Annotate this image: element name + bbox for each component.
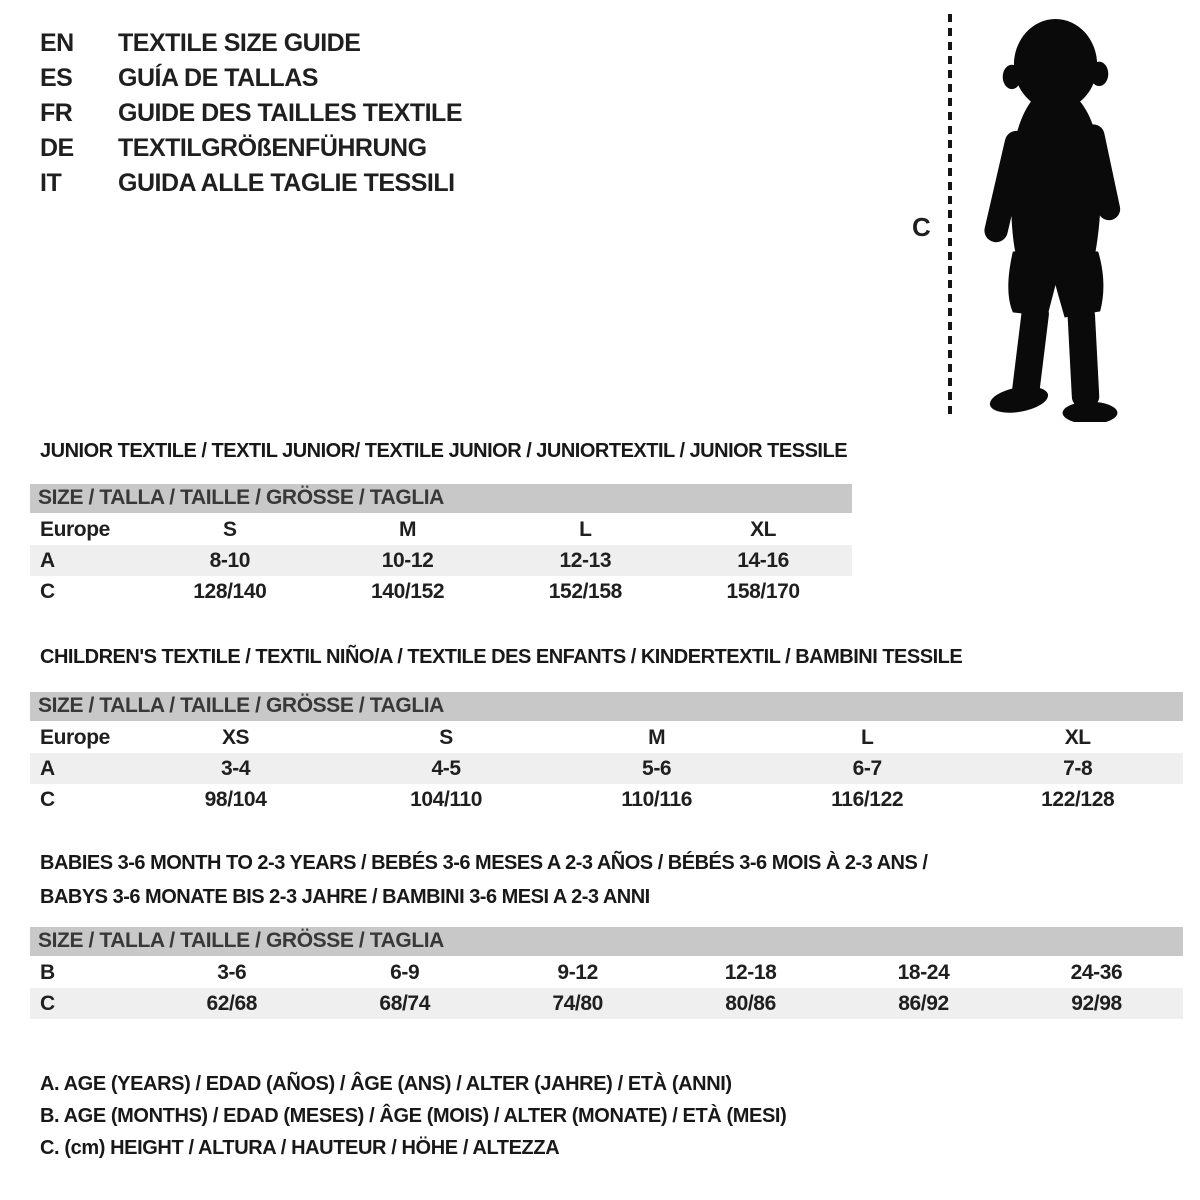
size-value: XL: [1064, 726, 1091, 750]
size-value: S: [223, 518, 237, 542]
size-value: 6-7: [762, 753, 973, 784]
size-value: 128/140: [193, 579, 267, 603]
row-label: C: [40, 579, 55, 603]
size-value: 104/110: [410, 787, 483, 811]
language-code: EN: [40, 29, 74, 57]
size-value: L: [579, 518, 592, 542]
language-row-fr: [40, 96, 462, 131]
table-row: [30, 576, 852, 607]
size-value: 18-24: [897, 961, 950, 985]
size-value: XS: [221, 726, 250, 750]
legend-age-years: A. AGE (YEARS) / EDAD (AÑOS) / ÂGE (ANS) / ALTER (JAHRE) / ETÀ (ANNI): [40, 1073, 732, 1095]
size-value: 6-9: [390, 961, 420, 985]
size-value: M: [648, 726, 666, 750]
table-row: [30, 514, 852, 545]
language-title: GUIDA ALLE TAGLIE TESSILI: [118, 169, 455, 197]
language-title: TEXTILE SIZE GUIDE: [118, 29, 361, 57]
language-title: TEXTILGRÖßENFÜHRUNG: [118, 134, 427, 162]
size-table-header: SIZE / TALLA / TAILLE / GRÖSSE / TAGLIA: [30, 484, 852, 514]
size-value: S: [439, 726, 453, 750]
children-size-table: [30, 692, 1183, 815]
language-list: [40, 26, 462, 201]
language-title: GUIDE DES TAILLES TEXTILE: [118, 99, 463, 127]
babies-size-table: [30, 927, 1183, 1019]
size-value: M: [399, 518, 417, 542]
language-code: IT: [40, 169, 62, 197]
size-value: 122/128: [1041, 787, 1115, 811]
size-value: 12-13: [496, 545, 674, 576]
size-value: 68/74: [318, 988, 491, 1019]
legend: [40, 1068, 786, 1164]
child-silhouette-icon: [966, 16, 1144, 422]
junior-section-title: JUNIOR TEXTILE / TEXTIL JUNIOR/ TEXTILE JUNIOR / JUNIORTEXTIL / JUNIOR TESSILE: [40, 440, 848, 462]
size-value: 12-18: [724, 961, 777, 985]
row-label: A: [30, 545, 141, 576]
children-section-title: CHILDREN'S TEXTILE / TEXTIL NIÑO/A / TEXTILE DES ENFANTS / KINDERTEXTIL / BAMBINI TESSILE: [40, 646, 963, 668]
table-row: [30, 722, 1183, 753]
language-code: FR: [40, 99, 73, 127]
size-value: 86/92: [837, 988, 1010, 1019]
language-code: DE: [40, 134, 74, 162]
language-title: GUÍA DE TALLAS: [118, 64, 318, 92]
size-value: 110/116: [621, 787, 693, 811]
size-value: 5-6: [551, 753, 762, 784]
size-value: 4-5: [341, 753, 552, 784]
babies-title-line2: BABYS 3-6 MONATE BIS 2-3 JAHRE / BAMBINI 3-6 MESI A 2-3 ANNI: [40, 886, 650, 908]
size-value: L: [860, 726, 874, 750]
row-label: A: [30, 753, 130, 784]
height-dashed-line: [948, 14, 952, 416]
size-value: 80/86: [664, 988, 837, 1019]
legend-age-months: B. AGE (MONTHS) / EDAD (MESES) / ÂGE (MOIS) / ALTER (MONATE) / ETÀ (MESI): [40, 1105, 787, 1127]
size-value: 74/80: [491, 988, 664, 1019]
language-code: ES: [40, 64, 73, 92]
size-value: 98/104: [204, 787, 267, 811]
junior-size-table: [30, 484, 852, 607]
size-value: 92/98: [1010, 988, 1183, 1019]
size-value: 3-4: [130, 753, 341, 784]
size-value: 152/158: [548, 579, 622, 603]
size-value: 3-6: [217, 961, 247, 985]
size-value: 14-16: [674, 545, 852, 576]
table-row: [30, 545, 852, 576]
legend-height-cm: C. (cm) HEIGHT / ALTURA / HAUTEUR / HÖHE / ALTEZZA: [40, 1137, 560, 1159]
size-table-header: SIZE / TALLA / TAILLE / GRÖSSE / TAGLIA: [30, 692, 1183, 722]
table-row: [30, 784, 1183, 815]
size-value: 140/152: [371, 579, 445, 603]
size-value: 116/122: [831, 787, 904, 811]
height-measure-label: C: [912, 212, 931, 242]
size-value: XL: [750, 518, 777, 542]
size-value: 62/68: [145, 988, 318, 1019]
row-label: B: [40, 961, 55, 985]
row-label: Europe: [40, 518, 110, 542]
language-row-es: [40, 61, 462, 96]
table-row: [30, 753, 1183, 784]
babies-section-title: [40, 846, 927, 914]
language-row-en: [40, 26, 462, 61]
size-value: 10-12: [319, 545, 497, 576]
size-value: 7-8: [972, 753, 1183, 784]
babies-title-line1: BABIES 3-6 MONTH TO 2-3 YEARS / BEBÉS 3-6 MESES A 2-3 AÑOS / BÉBÉS 3-6 MOIS À 2-3 ANS /: [40, 852, 928, 874]
size-value: 24-36: [1070, 961, 1123, 985]
language-row-de: [40, 131, 462, 166]
language-row-it: [40, 166, 462, 201]
size-value: 158/170: [726, 579, 800, 603]
height-measure-figure: [900, 0, 1200, 430]
table-row: [30, 988, 1183, 1019]
size-value: 8-10: [141, 545, 319, 576]
row-label: Europe: [40, 726, 110, 750]
row-label: C: [40, 787, 55, 811]
table-row: [30, 957, 1183, 988]
size-table-header: SIZE / TALLA / TAILLE / GRÖSSE / TAGLIA: [30, 927, 1183, 957]
row-label: C: [30, 988, 145, 1019]
size-value: 9-12: [557, 961, 598, 985]
